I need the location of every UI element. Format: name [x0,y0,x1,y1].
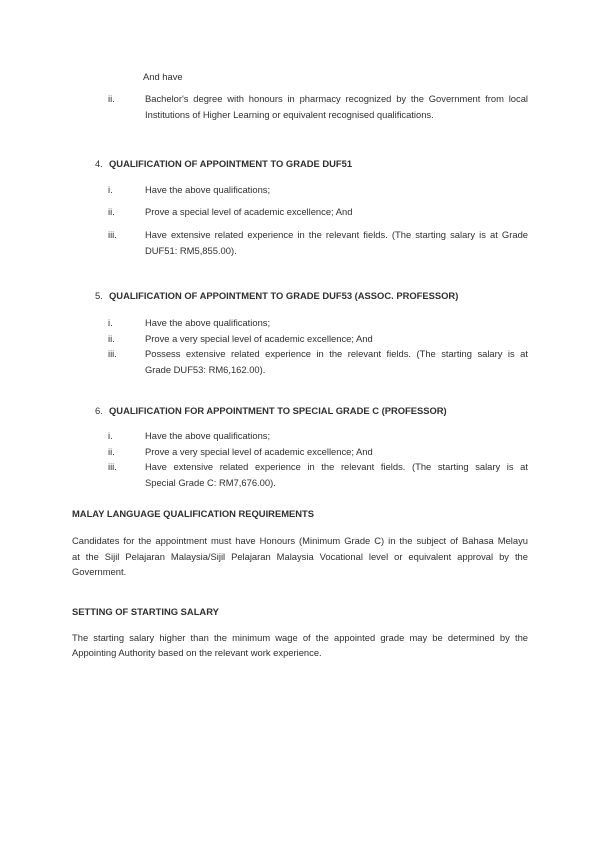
continuation-text: And have [143,71,183,82]
text-line: Have extensive related experience in the relevant fields. (The starting salary is at Grade [145,229,528,240]
text-line: Possess extensive related experience in the relevant fields. (The starting salary is at [145,348,528,359]
text-line: Candidates for the appointment must have Honours (Minimum Grade C) in the subject of Bahasa Melayu [72,535,528,546]
list-marker: ii. [108,332,115,344]
text-line: DUF51: RM5,855.00). [145,244,237,256]
list-marker: i. [108,430,113,441]
malay-requirements-heading: MALAY LANGUAGE QUALIFICATION REQUIREMENTS [72,508,315,519]
text-line: The starting salary higher than the minimum wage of the appointed grade may be determined by the [72,631,528,643]
list-item-text [145,331,528,347]
list-item-text [145,444,528,460]
list-item-text [145,182,528,198]
text-line: Grade DUF53: RM6,162.00). [145,363,266,375]
starting-salary-paragraph [72,630,528,661]
text-line: Have extensive related experience in the relevant fields. (The starting salary is at [145,461,528,472]
text-line: Appointing Authority based on the relevant work experience. [72,647,322,658]
text-line: at the Sijil Pelajaran Malaysia/Sijil Pelajaran Malaysia Vocational level or equivalent approval by the [72,550,528,562]
text-line: Special Grade C: RM7,676.00). [145,476,276,488]
list-marker: ii. [108,445,115,457]
list-marker: ii. [108,93,115,104]
text-line: Have the above qualifications; [145,317,271,328]
list-marker: i. [108,184,113,195]
list-item-text [145,227,528,258]
text-line: Prove a very special level of academic excellence; And [145,445,373,457]
list-item [108,204,528,220]
list-item [108,346,528,377]
starting-salary-heading: SETTING OF STARTING SALARY [72,605,219,617]
list-item-text [145,459,528,490]
text-line: Have the above qualifications; [145,184,271,195]
list-marker: ii. [108,206,115,217]
text-line: Prove a special level of academic excellence; And [145,206,353,217]
list-item-text [145,315,528,331]
list-item-text [145,204,528,220]
section-title: QUALIFICATION OF APPOINTMENT TO GRADE DUF51 [109,158,353,169]
section-title: QUALIFICATION FOR APPOINTMENT TO SPECIAL GRADE C (PROFESSOR) [109,405,447,416]
list-marker: iii. [108,348,117,359]
section-4-heading [95,156,528,172]
list-item [108,444,528,460]
list-marker: iii. [108,461,117,472]
text-line: Government. [72,566,127,577]
section-number: 4. [95,158,103,169]
list-item-text [145,428,528,444]
text-line: Have the above qualifications; [145,430,271,441]
section-5-heading [95,288,528,304]
list-item [108,315,528,331]
malay-requirements-paragraph [72,533,528,580]
list-item-text [145,346,528,377]
list-marker: i. [108,317,113,328]
text-line: Prove a very special level of academic excellence; And [145,332,373,344]
list-item [108,91,528,122]
text-line: Bachelor's degree with honours in pharmacy recognized by the Government from local [145,93,528,104]
list-marker: iii. [108,229,117,240]
section-number: 5. [95,290,103,301]
list-item [108,428,528,444]
section-title: QUALIFICATION OF APPOINTMENT TO GRADE DUF53 (ASSOC. PROFESSOR) [109,290,459,301]
section-6-heading [95,403,528,419]
list-item [108,182,528,198]
text-line: Institutions of Higher Learning or equivalent recognised qualifications. [145,108,434,120]
list-item-text [145,91,528,122]
list-item [108,459,528,490]
list-item [108,331,528,347]
section-number: 6. [95,405,103,416]
list-item [108,227,528,258]
